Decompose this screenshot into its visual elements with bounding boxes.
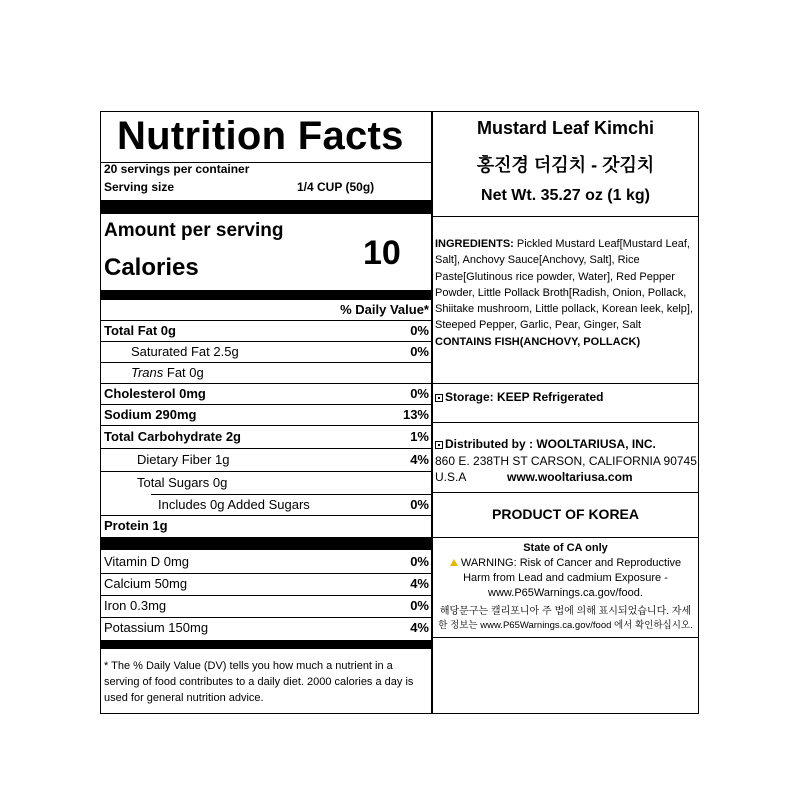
divider [433,383,698,384]
calories-label: Calories [104,254,199,281]
ingredients-label: INGREDIENTS: [435,238,514,250]
nutrient-name [131,363,204,383]
nutrition-facts-panel [101,112,431,713]
nutrient-pct: 0% [410,323,429,338]
nutrient-name: Protein 1g [104,518,168,533]
divider [101,448,431,449]
warning-triangle-icon [450,559,458,566]
thick-divider [101,200,431,214]
nutrient-row-protein [104,516,429,536]
nutrient-pct: 4% [410,452,429,467]
net-weight: Net Wt. 35.27 oz (1 kg) [481,187,650,204]
ingredients-block [435,236,697,350]
micronutrient-name: Vitamin D 0mg [104,554,190,569]
nutrient-name: Cholesterol 0mg [104,386,206,401]
nutrient-row-cholesterol [104,384,429,404]
nutrient-name: Dietary Fiber 1g [137,452,230,467]
prop65-warning-line3: www.P65Warnings.ca.gov/food. [488,587,643,599]
micronutrient-pct: 0% [410,598,429,613]
nutrient-name: Total Carbohydrate 2g [104,429,242,444]
prop65-title: State of CA only [523,542,608,554]
nutrient-pct: 0% [410,344,429,359]
micronutrient-pct: 4% [410,620,429,635]
product-name-en: Mustard Leaf Kimchi [476,118,655,138]
micronutrient-row-iron [104,596,429,616]
nutrient-name: Saturated Fat 2.5g [131,344,239,359]
divider [433,422,698,423]
country-of-origin: PRODUCT OF KOREA [492,506,639,522]
nutrient-name: Sodium 290mg [104,407,197,422]
daily-value-header: % Daily Value* [340,302,429,317]
trans-italic: Trans [131,365,164,380]
product-info-panel [433,112,701,713]
storage-line [435,390,604,404]
micronutrient-name: Iron 0.3mg [104,598,167,613]
serving-size-label: Serving size [104,180,175,194]
amount-per-serving: Amount per serving [104,220,284,241]
prop65-line1-text: WARNING: Risk of Cancer and Reproductive [460,557,682,569]
divider [433,216,698,217]
daily-value-footnote: * The % Daily Value (DV) tells you how much a nutrient in a serving of food contributes to a daily diet. 2000 calories a day is used for general nutrition advice. [104,660,414,704]
medium-divider [101,290,431,300]
distributor-country: U.S.A [435,470,467,484]
nutrient-pct: 13% [402,407,429,422]
divider [433,492,698,493]
divider [433,537,698,538]
calories-value: 10 [363,234,401,272]
micronutrient-pct: 4% [410,576,429,591]
nutrient-row-trans-fat [104,363,429,383]
allergen-statement: CONTAINS FISH(ANCHOVY, POLLACK) [435,335,641,348]
distributor-label-line [435,437,656,451]
micronutrient-pct: 0% [410,554,429,569]
prop65-korean-line1: 해당문구는 캘리포니아 주 법에 의해 표시되었습니다. 자세 [439,606,692,617]
serving-size-value: 1/4 CUP (50g) [297,180,375,194]
nutrition-facts-title: Nutrition Facts [117,114,404,158]
prop65-warning-line2: Harm from Lead and cadmium Exposure - [463,572,668,584]
nutrient-row-total-carbohydrate [104,427,429,447]
distributor-website: www.wooltariusa.com [507,470,633,484]
nutrient-name: Includes 0g Added Sugars [158,497,310,512]
ingredients-text: Pickled Mustard Leaf[Mustard Leaf, Salt], Anchovy Sauce[Anchovy, Salt], Rice Paste[Glutinous rice powder, Water], Red Pepper Powder, Little Pollack Broth[Radish, Onion, Pollack, Shiitake mushroom, Little pollack, Korean leek, kelp], Steeped Pepper, Garlic, Pear, Ginger, Salt [435,238,694,332]
nutrient-pct: 0% [410,497,429,512]
nutrient-row-sodium [104,405,429,425]
micronutrient-name: Potassium 150mg [104,620,209,635]
product-name-ko: 홍진경 더김치 - 갓김치 [476,155,655,175]
divider [433,637,698,638]
divider [101,425,431,426]
thick-divider [101,537,431,550]
distributor-address: 860 E. 238TH ST CARSON, CALIFORNIA 90745, [435,454,701,468]
micronutrient-row-calcium [104,574,429,594]
square-bullet-icon [435,394,443,402]
nutrient-name: Total Fat 0g [104,323,176,338]
prop65-warning-line1 [433,557,698,569]
nutrition-label-panel [100,111,699,714]
micronutrient-name: Calcium 50mg [104,576,188,591]
nutrient-row-saturated-fat [104,342,429,362]
micronutrient-row-potassium [104,618,429,638]
square-bullet-icon [435,441,443,449]
servings-per-container: 20 servings per container [104,162,250,176]
nutrient-pct: 1% [410,429,429,444]
nutrient-row-total-fat [104,321,429,341]
nutrient-row-total-sugars [104,473,429,493]
distributor-label: Distributed by : WOOLTARIUSA, INC. [445,437,656,451]
nutrient-row-dietary-fiber [104,450,429,470]
divider [101,471,431,472]
prop65-korean-line2: 한 정보는 www.P65Warnings.ca.gov/food 에서 확인하십시오. [438,620,693,631]
micronutrient-row-vitamin-d [104,552,429,572]
trans-rest: Fat 0g [163,365,204,380]
nutrient-row-added-sugars [104,495,429,515]
nutrient-pct: 0% [410,386,429,401]
medium-divider [101,640,431,649]
nutrient-name: Total Sugars 0g [137,475,228,490]
storage-text: Storage: KEEP Refrigerated [445,390,604,404]
